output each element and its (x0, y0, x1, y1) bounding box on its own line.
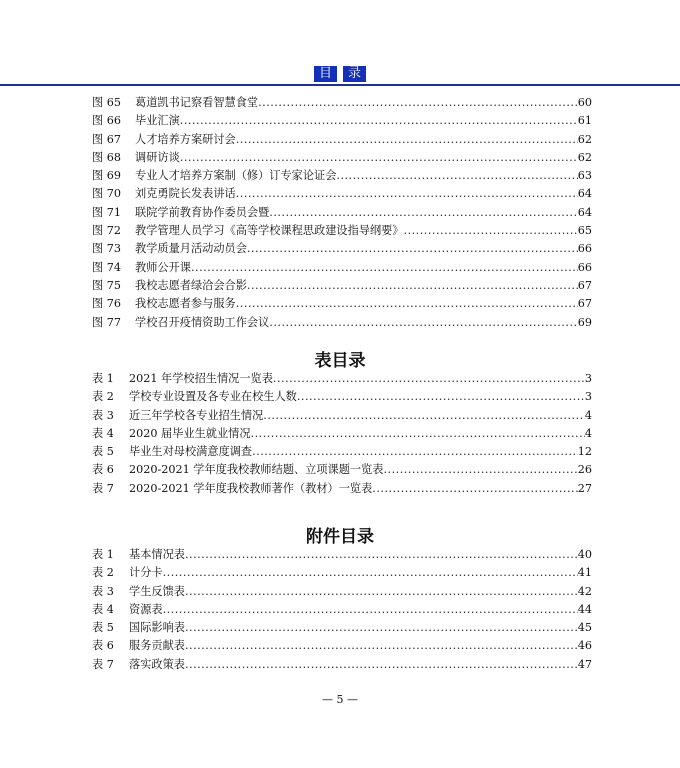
toc-entry[interactable] (92, 407, 592, 425)
entry-page: 44 (577, 602, 592, 616)
entry-label: 图 67 (92, 132, 121, 146)
entry-title: 资源表 (129, 602, 163, 616)
entry-page: 61 (577, 114, 592, 128)
toc-entry[interactable] (92, 656, 592, 674)
toc-entry[interactable] (92, 546, 592, 564)
appendix-section-title: 附件目录 (306, 527, 374, 547)
dot-leader (269, 206, 577, 219)
dot-leader (372, 482, 577, 495)
entry-page: 42 (577, 584, 592, 598)
entry-page: 69 (577, 315, 592, 329)
figure-list (92, 94, 592, 332)
toc-entry[interactable] (92, 388, 592, 406)
entry-page: 12 (577, 445, 592, 459)
dot-leader (269, 316, 577, 329)
toc-entry[interactable] (92, 637, 592, 655)
page-number: — 5 — (322, 693, 358, 706)
entry-title: 葛道凯书记察看智慧食堂 (135, 96, 259, 109)
toc-entry[interactable] (92, 259, 592, 277)
dot-leader (180, 114, 578, 127)
toc-entry[interactable] (92, 480, 592, 498)
tables-section-title: 表目录 (314, 351, 366, 371)
entry-title: 我校志愿者参与服务 (135, 297, 236, 311)
toc-entry[interactable] (92, 204, 592, 222)
entry-label: 表 4 (92, 426, 114, 440)
entry-page: 27 (577, 481, 592, 495)
entry-title: 服务贡献表 (129, 639, 185, 653)
entry-label: 图 75 (92, 278, 121, 292)
toc-entry[interactable] (92, 295, 592, 313)
entry-title: 教师公开课 (135, 260, 191, 274)
entry-title: 2020 届毕业生就业情况 (129, 426, 251, 440)
dot-leader (180, 151, 578, 164)
entry-page: 26 (577, 463, 592, 477)
entry-page: 45 (577, 621, 592, 635)
entry-title: 近三年学校各专业招生情况 (129, 408, 264, 422)
entry-title: 毕业汇演 (135, 114, 180, 128)
dot-leader (191, 261, 578, 274)
dot-leader (251, 427, 585, 440)
entry-title: 毕业生对母校满意度调查 (129, 445, 253, 459)
entry-title: 2021 年学校招生情况一览表 (129, 372, 273, 385)
entry-page: 63 (577, 169, 592, 183)
entry-page: 62 (577, 150, 592, 164)
entry-page: 3 (584, 372, 592, 385)
toc-entry[interactable] (92, 277, 592, 295)
entry-title: 基本情况表 (129, 548, 185, 561)
entry-title: 我校志愿者绿洽会合影 (135, 278, 247, 292)
dot-leader (247, 279, 578, 292)
entry-label: 表 2 (92, 566, 114, 580)
entry-label: 表 1 (92, 548, 114, 561)
dot-leader (247, 242, 578, 255)
dot-leader (236, 297, 578, 310)
toc-entry[interactable] (92, 94, 592, 112)
entry-title: 刘克勇院长发表讲话 (135, 187, 236, 201)
dot-leader (185, 548, 578, 561)
toc-entry[interactable] (92, 601, 592, 619)
entry-page: 60 (577, 96, 592, 109)
entry-label: 表 2 (92, 390, 114, 404)
entry-label: 图 73 (92, 242, 121, 256)
entry-label: 图 70 (92, 187, 121, 201)
toc-entry[interactable] (92, 461, 592, 479)
entry-label: 图 77 (92, 315, 121, 329)
entry-title: 2020-2021 学年度我校教师结题、立项课题一览表 (129, 463, 384, 477)
table-list (92, 370, 592, 498)
entry-title: 调研访谈 (135, 150, 180, 164)
entry-title: 计分卡 (129, 566, 163, 580)
entry-label: 图 72 (92, 224, 121, 238)
toc-entry[interactable] (92, 564, 592, 582)
entry-label: 图 66 (92, 114, 121, 128)
entry-title: 专业人才培养方案制（修）订专家论证会 (135, 169, 337, 183)
dot-leader (236, 133, 578, 146)
dot-leader (383, 463, 577, 476)
dot-leader (273, 372, 585, 385)
entry-title: 国际影响表 (129, 621, 185, 635)
entry-page: 41 (577, 566, 592, 580)
entry-page: 67 (577, 278, 592, 292)
entry-page: 47 (577, 657, 592, 671)
toc-entry[interactable] (92, 314, 592, 332)
entry-page: 4 (584, 426, 592, 440)
entry-page: 66 (577, 242, 592, 256)
entry-title: 教学质量月活动动员会 (135, 242, 247, 256)
entry-label: 表 3 (92, 584, 114, 598)
dot-leader (163, 603, 578, 616)
toc-entry[interactable] (92, 619, 592, 637)
dot-leader (297, 390, 585, 403)
entry-label: 表 7 (92, 657, 114, 671)
entry-title: 学校召开疫情资助工作会议 (135, 315, 270, 329)
entry-label: 表 3 (92, 408, 114, 422)
dot-leader (185, 585, 578, 598)
entry-page: 4 (584, 408, 592, 422)
toc-entry[interactable] (92, 240, 592, 258)
toc-entry[interactable] (92, 370, 592, 388)
dot-leader (404, 224, 578, 237)
header-char: 录 (343, 66, 366, 82)
toc-entry[interactable] (92, 583, 592, 601)
toc-entry[interactable] (92, 167, 592, 185)
entry-label: 表 6 (92, 463, 114, 477)
dot-leader (163, 566, 578, 579)
header-title (0, 66, 680, 82)
entry-page: 65 (577, 224, 592, 238)
entry-title: 落实政策表 (129, 657, 185, 671)
header-char: 目 (314, 66, 337, 82)
entry-label: 表 1 (92, 372, 114, 385)
entry-title: 联院学前教育协作委员会暨 (135, 205, 270, 219)
entry-page: 3 (584, 390, 592, 404)
entry-title: 学生反馈表 (129, 584, 185, 598)
entry-label: 图 69 (92, 169, 121, 183)
entry-label: 表 6 (92, 639, 114, 653)
dot-leader (258, 96, 578, 109)
entry-title: 学校专业设置及各专业在校生人数 (129, 390, 297, 404)
entry-label: 图 65 (92, 96, 121, 109)
entry-title: 人才培养方案研讨会 (135, 132, 236, 146)
entry-label: 表 5 (92, 445, 114, 459)
dot-leader (252, 445, 578, 458)
entry-label: 图 74 (92, 260, 121, 274)
entry-page: 64 (577, 187, 592, 201)
dot-leader (263, 409, 585, 422)
entry-label: 图 68 (92, 150, 121, 164)
toc-entry[interactable] (92, 185, 592, 203)
dot-leader (336, 169, 577, 182)
toc-entry[interactable] (92, 112, 592, 130)
entry-label: 图 76 (92, 297, 121, 311)
entry-label: 表 5 (92, 621, 114, 635)
toc-entry[interactable] (92, 443, 592, 461)
toc-entry[interactable] (92, 222, 592, 240)
dot-leader (185, 621, 578, 634)
entry-title: 教学管理人员学习《高等学校课程思政建设指导纲要》 (135, 224, 404, 238)
dot-leader (236, 187, 578, 200)
entry-title: 2020-2021 学年度我校教师著作（教材）一览表 (129, 481, 373, 495)
entry-page: 46 (577, 639, 592, 653)
entry-label: 图 71 (92, 205, 121, 219)
entry-page: 62 (577, 132, 592, 146)
appendix-list (92, 546, 592, 674)
entry-page: 40 (577, 548, 592, 561)
entry-page: 66 (577, 260, 592, 274)
entry-page: 64 (577, 205, 592, 219)
entry-label: 表 4 (92, 602, 114, 616)
dot-leader (185, 658, 578, 671)
toc-entry[interactable] (92, 425, 592, 443)
toc-entry[interactable] (92, 131, 592, 149)
entry-page: 67 (577, 297, 592, 311)
header-divider (0, 84, 680, 86)
toc-entry[interactable] (92, 149, 592, 167)
entry-label: 表 7 (92, 481, 114, 495)
dot-leader (185, 639, 578, 652)
